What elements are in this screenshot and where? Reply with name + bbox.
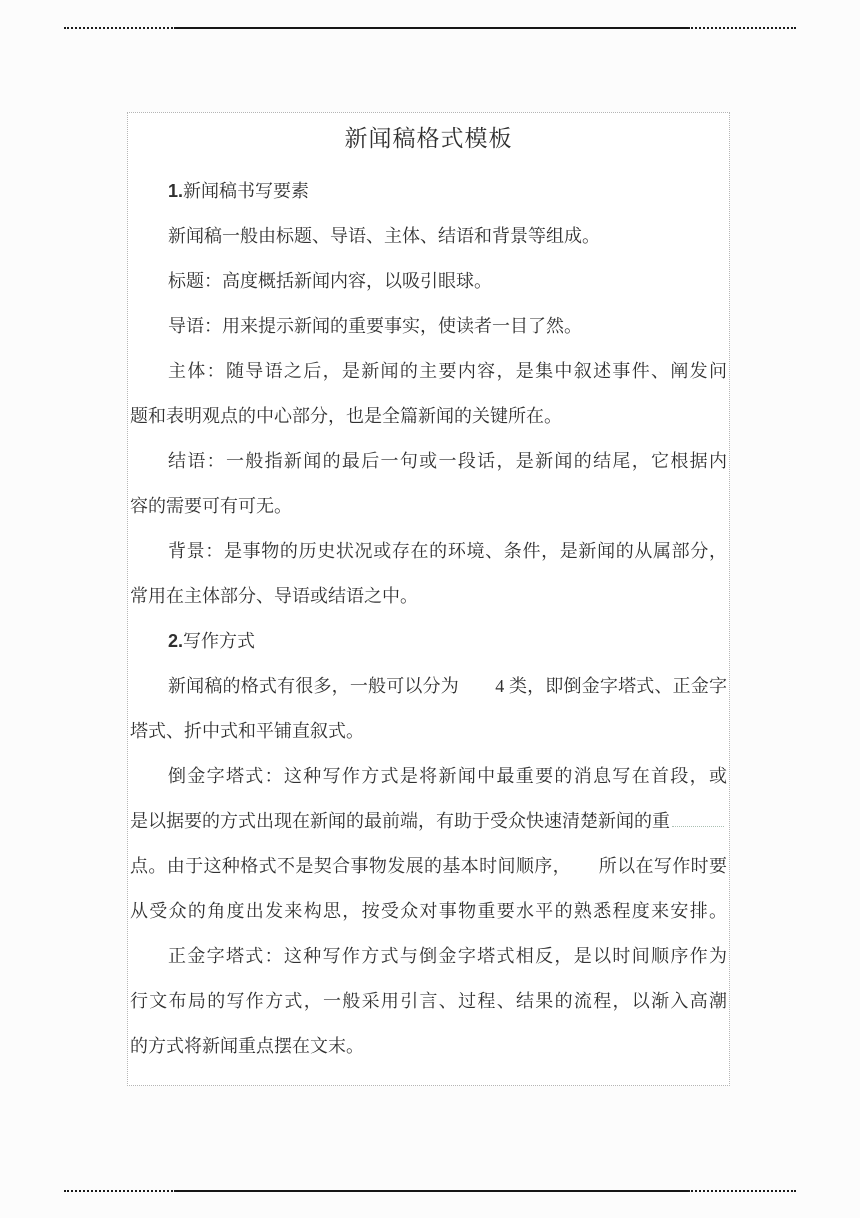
section-heading-2 <box>130 619 727 664</box>
bottom-scan-rule <box>64 1190 796 1192</box>
body-line: 从受众的角度出发来构思，按受众对事物重要水平的熟悉程度来安排。 <box>130 901 727 921</box>
body-line: 主体：随导语之后，是新闻的主要内容，是集中叙述事件、阐发问 <box>168 361 727 381</box>
body-line: 塔式、折中式和平铺直叙式。 <box>130 721 364 741</box>
top-rule-solid <box>176 27 688 29</box>
bottom-rule-dashed-right <box>688 1190 796 1192</box>
section-number: 1. <box>168 181 184 201</box>
section-number: 2. <box>168 631 184 651</box>
top-rule-dashed-left <box>64 27 176 29</box>
section-heading-1 <box>130 169 727 214</box>
body-line: 背景：是事物的历史状况或存在的环境、条件，是新闻的从属部分， <box>168 541 727 561</box>
body-line: 题和表明观点的中心部分，也是全篇新闻的关键所在。 <box>130 406 562 426</box>
document-title: 新闻稿格式模板 <box>344 126 513 151</box>
document-page <box>127 112 730 1086</box>
top-rule-dashed-right <box>688 27 796 29</box>
body-line: 导语：用来提示新闻的重要事实，使读者一目了然。 <box>168 316 582 336</box>
body-line: 正金字塔式：这种写作方式与倒金字塔式相反，是以时间顺序作为 <box>168 946 727 966</box>
body-line-text: 是以据要的方式出现在新闻的最前端，有助于受众快速清楚新闻的重 <box>130 811 670 831</box>
body-line: 的方式将新闻重点摆在文末。 <box>130 1036 364 1056</box>
body-line <box>130 799 727 844</box>
bottom-rule-solid <box>176 1190 688 1192</box>
section-heading-text: 写作方式 <box>183 631 256 651</box>
body-line: 行文布局的写作方式，一般采用引言、过程、结果的流程，以渐入高潮 <box>130 991 727 1011</box>
body-line: 容的需要可有可无。 <box>130 496 292 516</box>
body-line: 结语：一般指新闻的最后一句或一段话，是新闻的结尾，它根据内 <box>168 451 727 471</box>
top-scan-rule <box>64 27 796 29</box>
body-line: 新闻稿一般由标题、导语、主体、结语和背景等组成。 <box>168 226 600 246</box>
dotted-underline-artifact <box>672 822 724 827</box>
body-line: 点。由于这种格式不是契合事物发展的基本时间顺序， 所以在写作时要 <box>130 856 727 876</box>
body-line: 标题：高度概括新闻内容，以吸引眼球。 <box>168 271 492 291</box>
body-line: 新闻稿的格式有很多，一般可以分为 4 类，即倒金字塔式、正金字 <box>168 676 727 696</box>
bottom-rule-dashed-left <box>64 1190 176 1192</box>
body-line: 常用在主体部分、导语或结语之中。 <box>130 586 418 606</box>
body-line: 倒金字塔式：这种写作方式是将新闻中最重要的消息写在首段，或 <box>168 766 727 786</box>
section-heading-text: 新闻稿书写要素 <box>183 181 310 201</box>
